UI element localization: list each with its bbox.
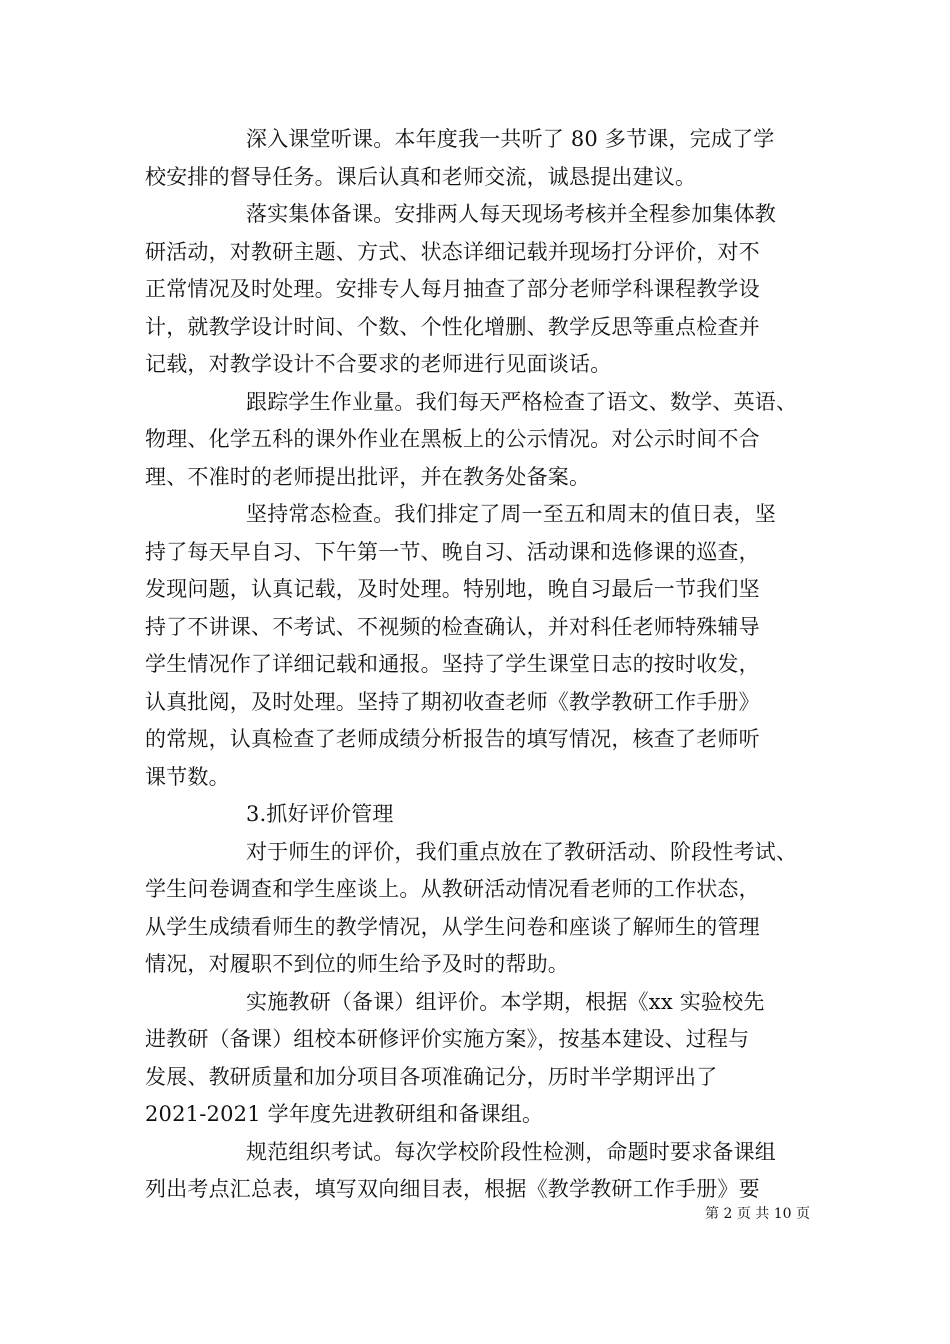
- text-line: 认真批阅，及时处理。坚持了期初收查老师《教学教研工作手册》: [145, 689, 760, 714]
- paragraph-group-evaluation: [145, 984, 813, 1134]
- text-line: 课节数。: [145, 764, 230, 789]
- text-line: 理、不准时的老师提出批评，并在教务处备案。: [145, 464, 591, 489]
- text-line: 坚持常态检查。我们排定了周一至五和周末的值日表，坚: [246, 502, 776, 526]
- text-line: 正常情况及时处理。安排专人每月抽查了部分老师学科课程教学设: [145, 277, 760, 301]
- text-line: 2021-2021 学年度先进教研组和备课组。: [145, 1102, 544, 1126]
- text-line: 对于师生的评价，我们重点放在了教研活动、阶段性考试、: [246, 839, 798, 864]
- text-line: 情况，对履职不到位的师生给予及时的帮助。: [145, 952, 569, 976]
- text-line: 的常规，认真检查了老师成绩分析报告的填写情况，核查了老师听: [145, 727, 760, 751]
- paragraph-evaluation-focus: [145, 834, 813, 984]
- section-heading-evaluation: [145, 796, 813, 834]
- text-line: 学生问卷调查和学生座谈上。从教研活动情况看老师的工作状态，: [145, 877, 760, 901]
- text-line: 校安排的督导任务。课后认真和老师交流，诚恳提出建议。: [145, 164, 697, 189]
- paragraph-routine-inspection: [145, 496, 813, 796]
- text-line: 跟踪学生作业量。我们每天严格检查了语文、数学、英语、: [246, 389, 798, 414]
- text-line: 规范组织考试。每次学校阶段性检测，命题时要求备课组: [246, 1139, 776, 1164]
- text-line: 列出考点汇总表，填写双向细目表，根据《教学教研工作手册》要: [145, 1177, 760, 1201]
- text-line: 持了不讲课、不考试、不视频的检查确认，并对科任老师特殊辅导: [145, 614, 760, 639]
- text-line: 学生情况作了详细记载和通报。坚持了学生课堂日志的按时收发，: [145, 652, 760, 676]
- text-line: 进教研（备课）组校本研修评价实施方案》，按基本建设、过程与: [145, 1027, 750, 1051]
- page-number-footer: 第 2 页 共 10 页: [705, 1206, 810, 1222]
- text-line: 物理、化学五科的课外作业在黑板上的公示情况。对公示时间不合: [145, 427, 760, 451]
- text-line: 研活动，对教研主题、方式、状态详细记载并现场打分评价，对不: [145, 239, 760, 264]
- paragraph-collective-lesson-prep: [145, 196, 813, 384]
- text-line: 从学生成绩看师生的教学情况，从学生问卷和座谈了解师生的管理: [145, 914, 760, 939]
- paragraph-classroom-observation: [145, 121, 813, 196]
- text-line: 持了每天早自习、下午第一节、晚自习、活动课和选修课的巡查，: [145, 539, 760, 564]
- text-line: 发现问题，认真记载，及时处理。特别地，晚自习最后一节我们坚: [145, 577, 760, 601]
- text-line: 落实集体备课。安排两人每天现场考核并全程参加集体教: [246, 202, 776, 226]
- text-line: 记载，对教学设计不合要求的老师进行见面谈话。: [145, 352, 612, 376]
- text-line: 实施教研（备课）组评价。本学期，根据《xx 实验校先: [246, 989, 765, 1014]
- document-body: [145, 121, 813, 1209]
- paragraph-homework-tracking: [145, 384, 813, 497]
- paragraph-exam-organization: [145, 1134, 813, 1209]
- section-heading: 3.抓好评价管理: [246, 802, 394, 826]
- text-line: 计，就教学设计时间、个数、个性化增删、教学反思等重点检查并: [145, 314, 760, 339]
- text-line: 深入课堂听课。本年度我一共听了 80 多节课，完成了学: [246, 127, 775, 151]
- text-line: 发展、教研质量和加分项目各项准确记分，历时半学期评出了: [145, 1064, 718, 1089]
